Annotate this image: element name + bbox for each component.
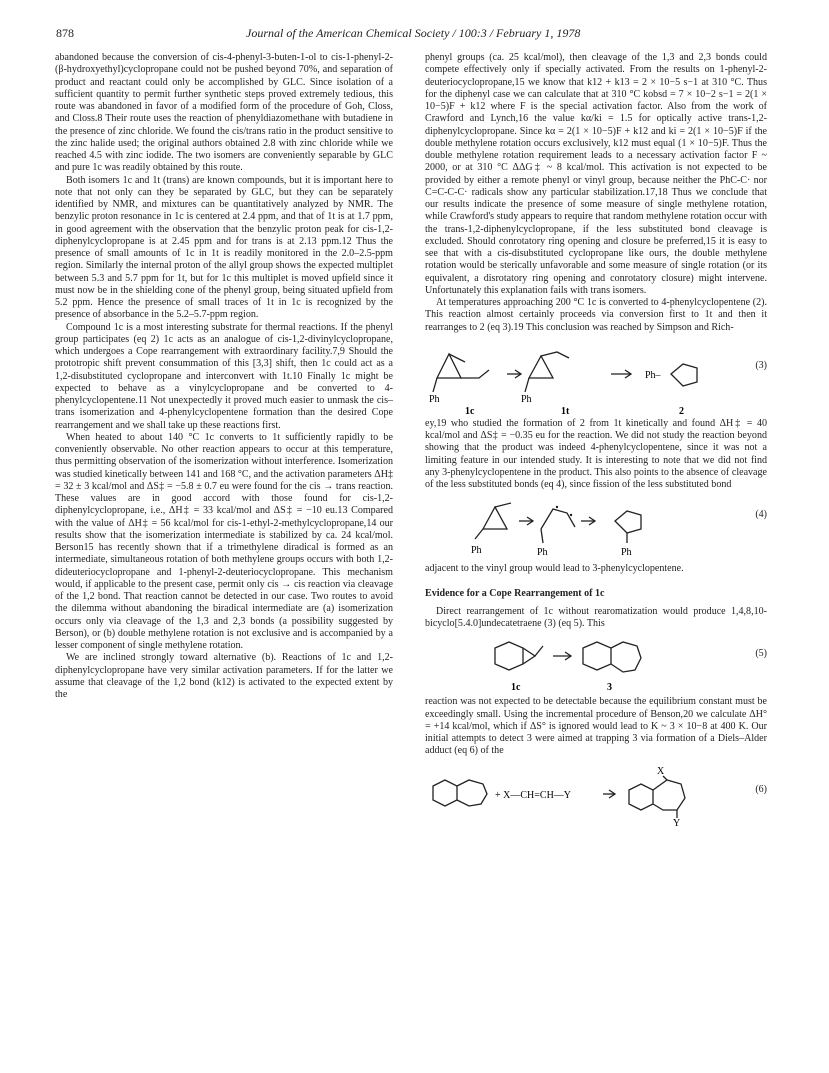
paragraph: abandoned because the conversion of cis-4-phenyl-3-buten-1-ol to cis-1-phenyl-2-(β-hydroxyethyl)cyclopropane could not be pushed beyond 70%, and separation of product and reactant could only be accomplished by GLC. Since isolation of a sufficient quantity to permit further synthetic steps proved extremely tedious, this route was abandoned in favor of a modified form of the procedure of Goh, Closs, and Closs.8 Their route uses the reaction of phenyldiazomethane with butadiene in the presence of zinc chloride. We found the cis/trans ratio in the product sensitive to the zinc halide used; the original authors obtained 2.8 with zinc chloride while we reached 4.5 with zinc iodide. The two isomers are conveniently separable by GLC and pure 1c was readily obtained by this route. [55,52,393,174]
equation-3 [425,338,767,416]
paragraph: At temperatures approaching 200 °C 1c is converted to 4-phenylcyclopentene (2). This reaction almost certainly proceeds via conversion first to 1t and then it rearranges to 2 (eq 3).19 This conclusion was reached by Simpson and Rich- [425,297,767,333]
equation-3-structures [425,338,767,416]
paragraph: We are inclined strongly toward alternative (b). Reactions of 1c and 1,2-diphenylcyclopropane have very similar activation parameters. If for the latter we assume that cleavage of the 1,2 bond (k12) is activated to the expected extent by the [55,652,393,700]
equation-4-structures [425,495,767,561]
section-heading: Evidence for a Cope Rearrangement of 1c [425,587,605,599]
running-title: Journal of the American Chemical Society / 100:3 / February 1, 1978 [246,26,581,40]
paragraph: phenyl groups (ca. 25 kcal/mol), then cleavage of the 1,3 and 2,3 bonds could compete effectively only if specially activated. From the results on 1-phenyl-2-deuteriocyclopropane,15 we know that k12 + k13 = 2 × 10−5 s−1 at 310 °C. Thus for the diphenyl case we can calculate that at 310 °C kobsd = 7 × 10−2 s−1 = 2(1 × 10−5)F + k12 where F is the special activation factor. Also from the work of Crawford and Lynch,16 the value kα/ki = 1.5 for optically active trans-1,2-diphenylcyclopropane. Since kα = 2(1 × 10−5)F + k12 and ki = 2(1 × 10−5)F if the double methylene rotation occurs exclusively, k12 must equal (1 × 10−5)F. Thus the double methylene rotation requirement leads to a necessary activation factor F ~ 2000, or at 310 °C ΔΔG‡ ~ 8 kcal/mol. This activation is not expected to be provided by either a remote phenyl or vinyl group, because neither the PhC-C· nor C=C-C-C· radicals show any particular stabilization.17,18 Thus we conclude that our results indicate the presence of some measure of single methylene rotation, while Crawford's study appears to require that random methylene rotation occur with the trans-1,2-diphenylcyclopropane, if the less substituted bond cleavage is excluded. Should conrotatory ring opening and closure be preferred,15 it is easy to see that with a cis-disubstituted cyclopropane like ours, the double methylene rotation would be sterically unfavorable and some measure of single rotation (or its equivalent, a disrotatory ring opening and conrotatory closure) might intervene. Unfortunately this explanation fails with trans isomers. [425,52,767,296]
paragraph: When heated to about 140 °C 1c converts to 1t sufficiently rapidly to be conveniently observable. No other reaction appears to occur at this temperature, thus permitting observation of the isomerization without interference. Isomerization was studied kinetically between 141 and 168 °C, and the activation parameters ΔH‡ = 32 ± 3 kcal/mol and ΔS‡ = −5.8 ± 0.7 eu were found for the cis → trans reaction. These values are in good accord with those found for cis-1,2-diphenylcyclopropane, i.e., ΔH‡ = 33 kcal/mol and ΔS‡ = −10 eu.13 Compared with the value of ΔH‡ = 56 kcal/mol for cis-1-ethyl-2-methylcyclopropane,14 our results show that the isomerization intermediate is stabilized by ca. 24 kcal/mol. Berson15 has recently shown that if a trimethylene diradical is formed as an intermediate, simultaneous rotation of both methylene groups occurs with both 1,2-dideuteriocyclopropane and 1-phenyl-2-deuteriocyclopropane. This mechanism would, if applicable to the present case, permit only cis → cis reaction via cleavage of the 1,2 bond. That reaction cannot be detected in our case. Two routes to avoid the dilemma without abandoning the biradical intermediate are (a) isomerization occurs only via cleavage of the 1,3 and 2,3 bonds (a possibility suggested by Berson), or (b) double methylene rotation is not exclusive and is accompanied by a lesser component of single methylene rotation. [55,431,393,651]
page-header [56,26,774,42]
ph-label: Ph [471,545,482,557]
substituent-y: Y [673,817,681,826]
compound-label: 1c [511,682,521,694]
ph-label: Ph [429,393,440,405]
equation-number: (5) [755,648,767,660]
dienophile-reagent: + X—CH=CH—Y [495,789,572,801]
equation-5 [425,634,767,694]
page-number: 878 [56,26,74,40]
paragraph: Direct rearrangement of 1c without rearomatization would produce 1,4,8,10-bicyclo[5.4.0]undecatetraene (3) (eq 5). This [425,605,767,629]
right-column [425,52,767,828]
equation-6 [425,762,767,826]
paragraph: ey,19 who studied the formation of 2 from 1t kinetically and found ΔH‡ = 40 kcal/mol and ΔS‡ = −0.35 eu for the reaction. We did not study the reaction beyond showing that the product was indeed 4-phenylcyclopentene, since it was not a limiting feature in our intended study. It is interesting to note that we did not find any 3-phenylcyclopentene in the product. This also points to the absence of cleavage of the less substituted bonds (eq 4), since fission of the less substituted bond [425,417,767,490]
left-column [55,52,393,701]
substituent-x: X [657,765,665,777]
ph-label: Ph– [645,369,661,381]
compound-label: 1c [465,405,475,416]
ph-label: Ph [521,393,532,405]
equation-number: (3) [755,359,767,371]
paragraph: Both isomers 1c and 1t (trans) are known compounds, but it is important here to note that not only can they be separated by GLC, but they can be separately identified by NMR, and mixtures can be quantitatively analyzed by NMR. The benzylic proton resonance in 1c is centered at 2.4 ppm, and that of 1t is at 1.7 ppm, in good agreement with the observation that the benzylic proton peak for cis-1,2-diphenylcyclopropane is at 2.45 ppm and for trans is at 2.13 ppm.12 Thus the presence of small amounts of 1c in 1t is readily monitored in the 2.0–2.5-ppm region. Similarly the internal proton of the allyl group shows the expected multiplet between 5.3 and 5.7 ppm for 1t, but for 1c this multiplet is moved upfield since it must now be in the shielding cone of the phenyl group, being situated upfield from 5.2 ppm. Hence the presence of small traces of 1t in 1c is recognized by the presence of absorbance in the 5.2–5.7-ppm region. [55,174,393,321]
paragraph: reaction was not expected to be detectable because the equilibrium constant must be exceedingly small. Using the incremental procedure of Benson,20 we calculate ΔH° = +14 kcal/mol, which if ΔS° is ignored would lead to K ~ 3 × 10−8 at 400 K. Our initial attempts to detect 3 were aimed at trapping 3 via formation of a Diels–Alder adduct (eq 6) of the [425,696,767,757]
equation-6-structures [425,762,767,826]
paragraph: Compound 1c is a most interesting substrate for thermal reactions. If the phenyl group participates (eq 2) 1c acts as an analogue of cis-1,2-divinylcyclopropane, which undergoes a Cope rearrangement with extraordinary facility.7,9 Should the prototropic shift prevent consummation of this [3,3] shift, then 1c could act as a 1,2-disubstituted cyclopropane and interconvert with 1t.10 Finally 1c might be expected to behave as a vinylcyclopropane and be converted to 4-phenylcyclopentene.11 Not unexpectedly it proved much easier to unmask the cis–trans isomerization and 4-phenylcyclopentene formation than the desired Cope rearrangement and we shall take up these reactions first. [55,321,393,431]
ph-label: Ph [537,547,548,559]
equation-number: (4) [755,509,767,521]
compound-label: 2 [679,405,684,416]
ph-label: Ph [621,547,632,559]
equation-5-structures [425,634,767,694]
equation-number: (6) [755,783,767,795]
compound-label: 3 [607,682,612,694]
paragraph: adjacent to the vinyl group would lead to 3-phenylcyclopentene. [425,563,684,575]
compound-label: 1t [561,405,570,416]
equation-4 [425,495,767,561]
